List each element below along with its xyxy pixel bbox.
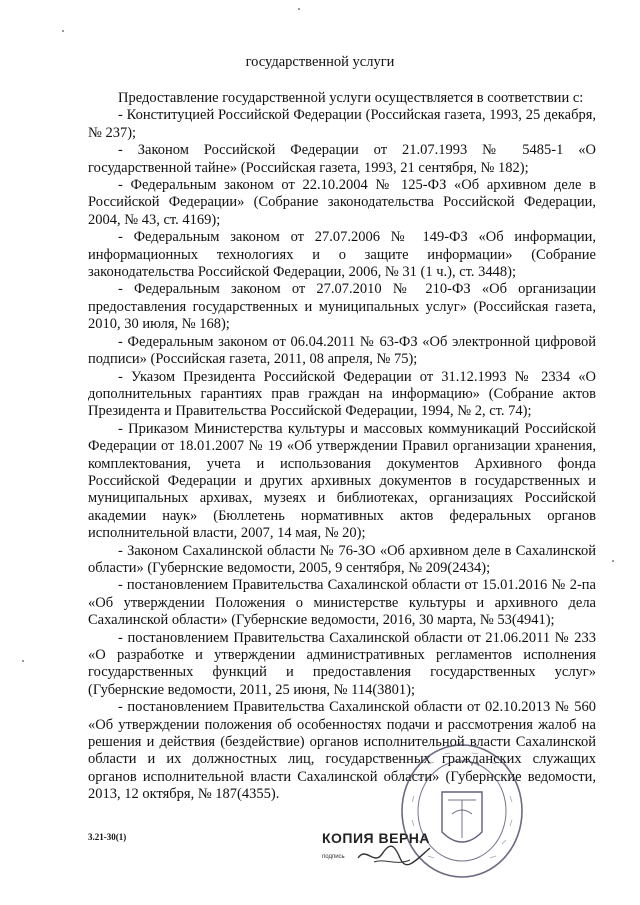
- list-item-resolution-2011: - постановлением Правительства Сахалинской области от 21.06.2011 № 233 «О разработке и утверждении административных регламентов исполнения государственных функций и предоставления государственных услуг» (Губернские ведомости, 2011, 25 июня, № 114(3801);: [88, 629, 596, 698]
- list-item-presidential-decree: - Указом Президента Российской Федерации от 31.12.1993 № 2334 «О дополнительных гарантиях прав граждан на информацию» (Собрание актов Президента и Правительства Российской Федерации, 1994, № 2, ст. 74);: [88, 368, 596, 420]
- document-code: 3.21-30(1): [88, 832, 127, 842]
- list-item-information-law: - Федеральным законом от 27.07.2006 № 149-ФЗ «Об информации, информационных технологиях и о защите информации» (Собрание законодательства Российской Федерации, 2006, № 31 (1 ч.), ст. 3448);: [88, 229, 596, 281]
- document-body: [88, 90, 596, 804]
- list-item-public-services-law: - Федеральным законом от 27.07.2010 № 210-ФЗ «Об организации предоставления государственных и муниципальных услуг» (Российская газета, 2010, 30 июля, № 168);: [88, 281, 596, 333]
- official-seal-stamp: [398, 740, 526, 882]
- list-item-constitution: - Конституцией Российской Федерации (Российская газета, 1993, 25 декабря, № 237);: [88, 107, 596, 141]
- list-item-sakhalin-archive-law: - Законом Сахалинской области № 76-ЗО «Об архивном деле в Сахалинской области» (Губернские ведомости, 2005, 9 сентября, № 209(2434);: [88, 542, 596, 576]
- section-heading: государственной услуги: [245, 54, 395, 70]
- list-item-archive-law: - Федеральным законом от 22.10.2004 № 125-ФЗ «Об архивном деле в Российской Федерации» (Собрание законодательства Российской Федерации, 2004, № 43, ст. 4169);: [88, 177, 596, 228]
- list-item-resolution-2013: - постановлением Правительства Сахалинской области от 02.10.2013 № 560 «Об утверждении положения об особенностях подачи и рассмотрения жалоб на решения и действия (бездействие) органов исполнительной власти Сахалинской области и их должностных лиц, государственных гражданских служащих органов исполнительной власти Сахалинской области» (Губернские ведомости, 2013, 12 октября, № 187(4355).: [88, 699, 596, 803]
- paragraph-intro: Предоставление государственной услуги осуществляется в соответствии с:: [118, 90, 584, 106]
- scan-speck: [22, 660, 24, 662]
- copy-stamp-text: КОПИЯ ВЕРНА: [322, 830, 431, 846]
- scan-speck: [612, 560, 614, 562]
- list-item-resolution-2016: - постановлением Правительства Сахалинской области от 15.01.2016 № 2-па «Об утверждении Положения о министерстве культуры и архивного дела Сахалинской области» (Губернские ведомости, 2016, 30 марта, № 53(4941);: [88, 577, 596, 629]
- scan-speck: [298, 8, 300, 10]
- list-item-state-secret-law: - Законом Российской Федерации от 21.07.1993 № 5485-1 «О государственной тайне» (Российская газета, 1993, 21 сентября, № 182);: [88, 142, 596, 176]
- signature-label: подпись: [322, 854, 345, 860]
- scan-speck: [62, 30, 64, 32]
- list-item-ministry-order: - Приказом Министерства культуры и массовых коммуникаций Российской Федерации от 18.01.2007 № 19 «Об утверждении Правил организации хранения, комплектования, учета и использования документов Архивного фонда Российской Федерации и других архивных документов в государственных и муниципальных архивах, музеях и библиотеках, организациях Российской академии наук» (Бюллетень нормативных актов федеральных органов исполнительной власти, 2007, 14 мая, № 20);: [88, 420, 596, 542]
- list-item-digital-signature-law: - Федеральным законом от 06.04.2011 № 63-ФЗ «Об электронной цифровой подписи» (Российская газета, 2011, 08 апреля, № 75);: [88, 333, 596, 368]
